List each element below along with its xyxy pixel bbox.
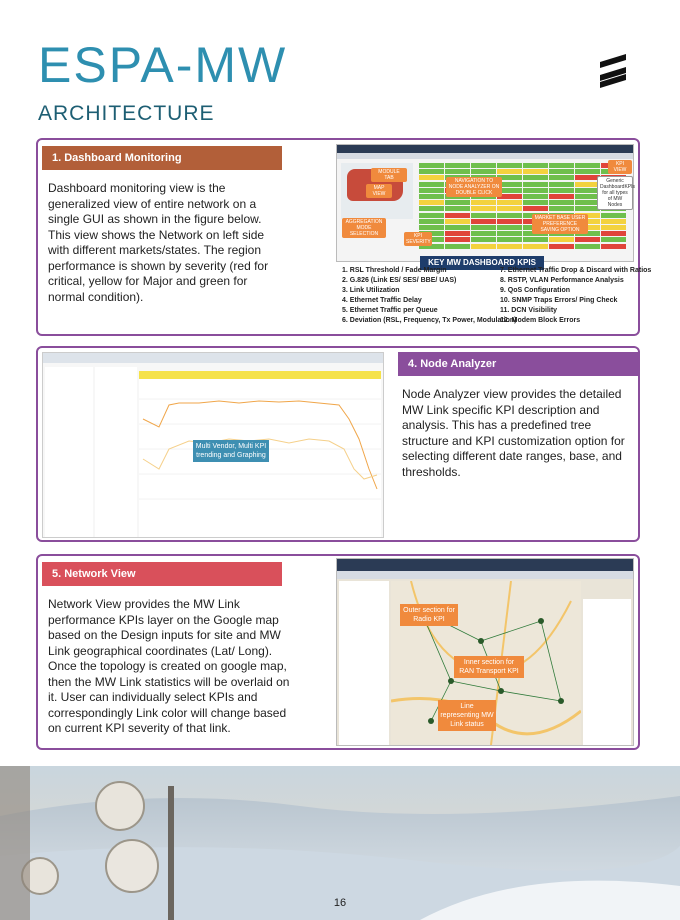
kpi-cell [471, 200, 496, 205]
callout-generic: Generic DashboardKPIs for all types of MW Nodes [597, 176, 633, 210]
callout-kpi-view: KPI VIEW [608, 160, 632, 174]
section-heading-node-analyzer: 4. Node Analyzer [398, 352, 638, 376]
callout-module-tab: MODULE TAB [371, 168, 407, 182]
app-titlebar [337, 145, 633, 153]
kpi-cell [471, 225, 496, 230]
kpi-cell [523, 237, 548, 242]
kpi-cell [601, 237, 626, 242]
kpi-item: 11. DCN Visibility [500, 307, 558, 314]
kpi-cell [445, 237, 470, 242]
kpi-cell [575, 244, 600, 249]
kpi-cell [445, 163, 470, 168]
kpi-cell [445, 225, 470, 230]
kpi-cell [549, 175, 574, 180]
page-title: ESPA-MW [38, 37, 288, 93]
trend-callout: Multi Vendor, Multi KPI trending and Graphing [193, 440, 269, 462]
kpi-cell [419, 219, 444, 224]
kpi-cell [419, 194, 444, 199]
kpi-cell [601, 231, 626, 236]
kpi-cell [549, 169, 574, 174]
kpi-cell [445, 200, 470, 205]
callout-market-base: MARKET BASE USER PREFERENCE SAVING OPTION [532, 214, 588, 234]
kpi-cell [575, 169, 600, 174]
kpi-cell [523, 163, 548, 168]
node-tree [45, 367, 93, 537]
kpi-cell [601, 219, 626, 224]
kpi-cell [497, 219, 522, 224]
kpi-list [95, 367, 137, 537]
kpi-list-right [500, 266, 651, 326]
page-subtitle: ARCHITECTURE [38, 102, 215, 125]
kpi-cell [497, 200, 522, 205]
kpi-item: 7. Ethernet Traffic Drop & Discard with Ratios [500, 267, 652, 274]
kpi-cell [471, 219, 496, 224]
kpi-cell [419, 163, 444, 168]
section-body-network-view: Network View provides the MW Link performance KPIs layer on the Google map based on the Design inputs for site and MW Link geographical coordinates (Lat/ Long). Once the topology is created on google map, then the MW Link statistics will be overlaid on it. User can individually select KPIs and correspondingly Link color will change based on current KPI severity of that link. [48, 597, 290, 735]
kpi-item: 3. Link Utilization [342, 287, 400, 294]
kpi-item: 9. QoS Configuration [500, 287, 570, 294]
kpi-cell [601, 213, 626, 218]
kpi-cell [471, 206, 496, 211]
callout-severity: KPI SEVERITY [406, 233, 431, 245]
kpi-cell [497, 225, 522, 230]
kpi-cell [419, 206, 444, 211]
kpi-item: 6. Deviation (RSL, Frequency, Tx Power, Modulation) [342, 317, 517, 324]
kpi-cell [497, 244, 522, 249]
section-body-dashboard: Dashboard monitoring view is the generalized view of entire network on a single GUI as shown in the figure below. This view shows the Network on left side with different markets/states. The region performance is shown by severity (red for critical, yellow for Major and green for normal condition). [48, 181, 269, 304]
kpi-cell [497, 206, 522, 211]
kpi-cell [419, 225, 444, 230]
kpi-cell [419, 188, 444, 193]
section-heading-dashboard: 1. Dashboard Monitoring [42, 146, 282, 170]
kpi-cell [471, 163, 496, 168]
kpi-cell [419, 213, 444, 218]
kpi-cell [523, 175, 548, 180]
kpi-cell [445, 169, 470, 174]
callout-line: Line representing MW Link status [438, 700, 496, 731]
kpi-cell [419, 182, 444, 187]
kpi-cell [549, 188, 574, 193]
app-nav [337, 153, 633, 159]
kpi-cell [523, 194, 548, 199]
kpi-cell [523, 182, 548, 187]
kpi-cell [549, 182, 574, 187]
kpi-item: 1. RSL Threshold / Fade Margin [342, 267, 447, 274]
kpi-cell [471, 169, 496, 174]
kpi-cell [471, 213, 496, 218]
kpi-cell [497, 163, 522, 168]
kpi-heading: KEY MW DASHBOARD KPIS [420, 256, 544, 270]
kpi-cell [497, 237, 522, 242]
kpi-item: 2. G.826 (Link ES/ SES/ BBE/ UAS) [342, 277, 457, 284]
kpi-item: 8. RSTP, VLAN Performance Analysis [500, 277, 624, 284]
kpi-cell [471, 244, 496, 249]
kpi-cell [523, 244, 548, 249]
page-number: 16 [333, 897, 347, 909]
callout-outer-section: Outer section for Radio KPI [400, 604, 458, 626]
ericsson-logo [596, 52, 630, 90]
kpi-item: 5. Ethernet Traffic per Queue [342, 307, 438, 314]
kpi-cell [445, 213, 470, 218]
section-heading-network-view: 5. Network View [42, 562, 282, 586]
kpi-list-left [342, 266, 517, 326]
app-titlebar [337, 559, 633, 571]
kpi-cell [419, 175, 444, 180]
kpi-cell [549, 206, 574, 211]
app-tabs [43, 353, 383, 363]
kpi-cell [445, 231, 470, 236]
kpi-cell [497, 213, 522, 218]
kpi-cell [445, 219, 470, 224]
kpi-cell [471, 237, 496, 242]
callout-navigation: NAVIGATION TO NODE ANALYZER ON DOUBLE CLICK [446, 177, 502, 197]
kpi-cell [549, 244, 574, 249]
kpi-cell [549, 194, 574, 199]
kpi-cell [471, 231, 496, 236]
kpi-item: 10. SNMP Traps Errors/ Ping Check [500, 297, 618, 304]
kpi-cell [523, 169, 548, 174]
kpi-cell [419, 200, 444, 205]
callout-map-view: MAP VIEW [366, 184, 392, 198]
callout-aggregation: AGGREGATION MODE SELECTION [342, 218, 386, 238]
kpi-cell [523, 200, 548, 205]
kpi-cell [549, 237, 574, 242]
kpi-cell [497, 169, 522, 174]
kpi-cell [523, 188, 548, 193]
dashboard-screenshot [336, 144, 634, 262]
kpi-item: 12. Modem Block Errors [500, 317, 581, 324]
section-body-node-analyzer: Node Analyzer view provides the detailed MW Link specific KPI description and analysis. This has a predefined tree structure and KPI customization option for selecting different date ranges, base, and thresholds. [402, 387, 625, 479]
callout-inner-section: Inner section for RAN Transport KPI [454, 656, 524, 678]
kpi-cell [575, 163, 600, 168]
kpi-legend-panel [583, 599, 631, 745]
plot-header [139, 371, 381, 379]
kpi-cell [497, 231, 522, 236]
kpi-item: 4. Ethernet Traffic Delay [342, 297, 422, 304]
app-menu [337, 571, 633, 579]
kpi-cell [549, 163, 574, 168]
kpi-cell [445, 244, 470, 249]
kpi-cell [419, 169, 444, 174]
kpi-cell [549, 200, 574, 205]
kpi-cell [601, 244, 626, 249]
kpi-cell [445, 206, 470, 211]
kpi-cell [575, 237, 600, 242]
side-panel [339, 581, 389, 745]
kpi-cell [523, 206, 548, 211]
kpi-cell [601, 225, 626, 230]
